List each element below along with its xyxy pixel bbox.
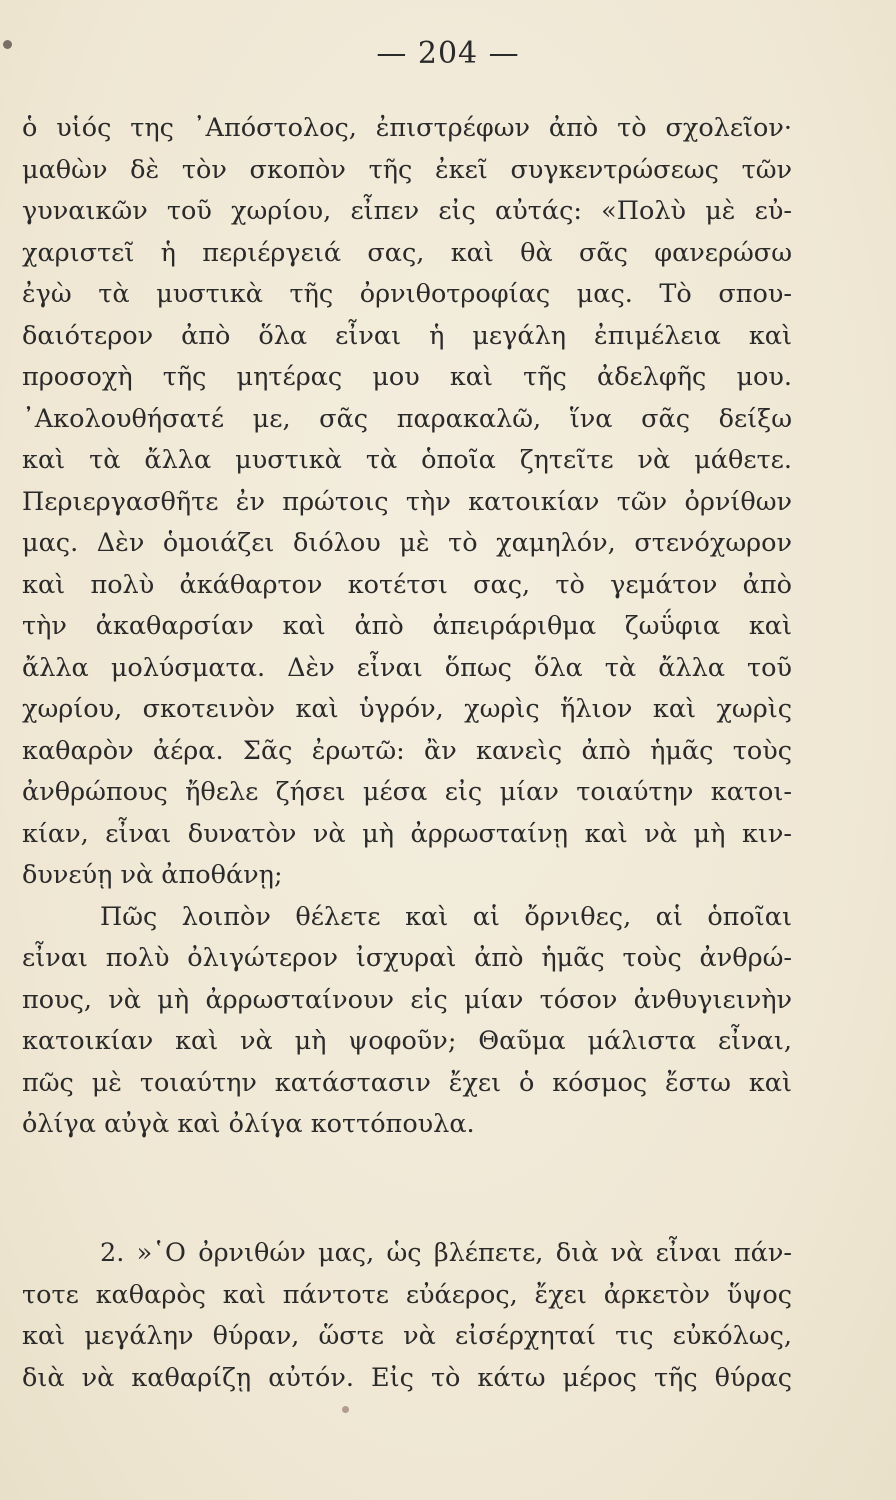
text-line: γυναικῶν τοῦ χωρίου, εἶπεν εἰς αὐτάς: «Πολὺ μὲ εὐ- xyxy=(22,196,792,226)
text-line: εἶναι πολὺ ὀλιγώτερον ἰσχυραὶ ἀπὸ ἡμᾶς τοὺς ἀνθρώ- xyxy=(22,943,792,973)
text-line: ἐγὼ τὰ μυστικὰ τῆς ὀρνιθοτροφίας μας. Τὸ σπου- xyxy=(22,279,792,309)
text-line: καὶ μεγάλην θύραν, ὥστε νὰ εἰσέρχηταί τις εὐκόλως, xyxy=(22,1321,792,1351)
text-line: τοτε καθαρὸς καὶ πάντοτε εὐάερος, ἔχει ἀρκετὸν ὕψος xyxy=(22,1279,792,1310)
text-line: δυνεύῃ νὰ ἀποθάνῃ; xyxy=(22,860,283,890)
text-line: κατοικίαν καὶ νὰ μὴ ψοφοῦν; Θαῦμα μάλιστα εἶναι, xyxy=(22,1026,792,1056)
text-line: μας. Δὲν ὁμοιάζει διόλου μὲ τὸ χαμηλόν, στενόχωρον xyxy=(22,528,792,558)
text-line: Περιεργασθῆτε ἐν πρώτοις τὴν κατοικίαν τῶν ὀρνίθων xyxy=(22,486,792,517)
text-line: μαθὼν δὲ τὸν σκοπὸν τῆς ἐκεῖ συγκεντρώσεως τῶν xyxy=(22,154,792,185)
text-line: τὴν ἀκαθαρσίαν καὶ ἀπὸ ἀπειράριθμα ζωΰφια καὶ xyxy=(22,611,792,641)
text-line: διὰ νὰ καθαρίζῃ αὐτόν. Εἰς τὸ κάτω μέρος τῆς θύρας xyxy=(22,1362,792,1393)
text-line: 2. »῾Ο ὀρνιθών μας, ὡς βλέπετε, διὰ νὰ εἶναι πάν- xyxy=(100,1238,792,1268)
text-line: προσοχὴ τῆς μητέρας μου καὶ τῆς ἀδελφῆς μου. xyxy=(22,362,792,392)
text-line: καὶ πολὺ ἀκάθαρτον κοτέτσι σας, τὸ γεμάτον ἀπὸ xyxy=(22,569,792,600)
page-number: — 204 — xyxy=(376,36,520,71)
paragraph-1 xyxy=(22,108,792,1146)
text-line: πῶς μὲ τοιαύτην κατάστασιν ἔχει ὁ κόσμος ἔστω καὶ xyxy=(22,1067,792,1098)
paragraph-2 xyxy=(22,1233,792,1399)
text-line: χωρίου, σκοτεινὸν καὶ ὑγρόν, χωρὶς ἥλιον καὶ χωρὶς xyxy=(22,694,792,724)
text-line: ἄλλα μολύσματα. Δὲν εἶναι ὅπως ὅλα τὰ ἄλλα τοῦ xyxy=(22,652,792,683)
text-line: καθαρὸν ἀέρα. Σᾶς ἐρωτῶ: ἂν κανεὶς ἀπὸ ἡμᾶς τοὺς xyxy=(22,735,792,766)
text-line: ᾿Ακολουθήσατέ με, σᾶς παρακαλῶ, ἵνα σᾶς δείξω xyxy=(22,403,792,434)
text-line: χαριστεῖ ἡ περιέργειά σας, καὶ θὰ σᾶς φανερώσω xyxy=(22,237,792,268)
ink-speck xyxy=(342,1406,349,1413)
text-line: δαιότερον ἀπὸ ὅλα εἶναι ἡ μεγάλη ἐπιμέλεια καὶ xyxy=(22,320,792,351)
text-line: κίαν, εἶναι δυνατὸν νὰ μὴ ἀρρωσταίνῃ καὶ νὰ μὴ κιν- xyxy=(22,818,792,849)
ink-speck xyxy=(3,40,12,49)
text-line: ὁ υἱός της ᾿Απόστολος, ἐπιστρέφων ἀπὸ τὸ σχολεῖον· xyxy=(22,113,792,143)
text-line: καὶ τὰ ἄλλα μυστικὰ τὰ ὁποῖα ζητεῖτε νὰ μάθετε. xyxy=(22,445,792,475)
text-line: ἀνθρώπους ἤθελε ζήσει μέσα εἰς μίαν τοιαύτην κατοι- xyxy=(22,777,792,807)
text-line: ὀλίγα αὐγὰ καὶ ὀλίγα κοττόπουλα. xyxy=(22,1109,475,1139)
text-line: πους, νὰ μὴ ἀρρωσταίνουν εἰς μίαν τόσον ἀνθυγιεινὴν xyxy=(22,984,792,1015)
text-line: Πῶς λοιπὸν θέλετε καὶ αἱ ὄρνιθες, αἱ ὁποῖαι xyxy=(100,901,792,932)
